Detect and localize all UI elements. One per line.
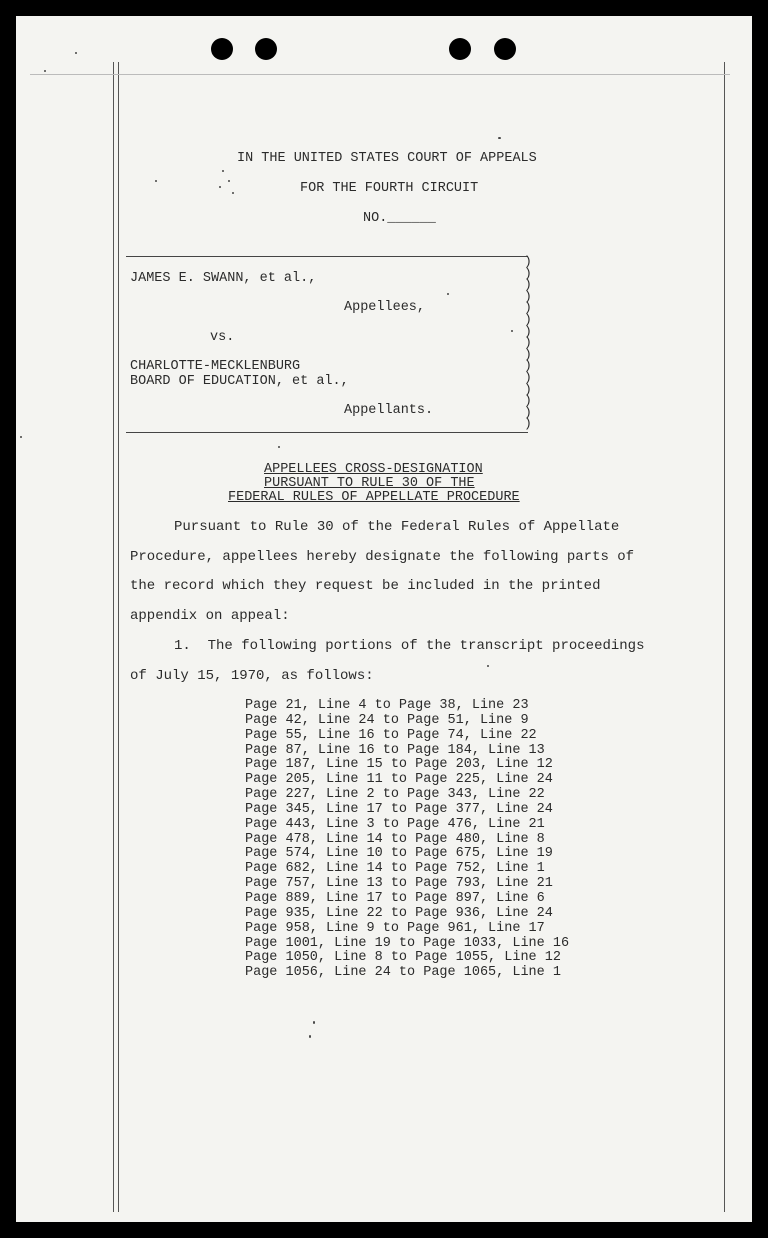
page-range-entry: Page 87, Line 16 to Page 184, Line 13 (245, 742, 545, 758)
page-range-entry: Page 478, Line 14 to Page 480, Line 8 (245, 831, 545, 847)
scan-speck (155, 180, 157, 182)
document-title-line-1: APPELLEES CROSS-DESIGNATION (264, 462, 483, 477)
item-1-line-1: 1. The following portions of the transcript proceedings (174, 638, 645, 654)
page-range-entry: Page 42, Line 24 to Page 51, Line 9 (245, 712, 529, 728)
document-title-line-2: PURSUANT TO RULE 30 OF THE (264, 476, 475, 491)
scan-speck (447, 293, 449, 295)
item-1-line-2: of July 15, 1970, as follows: (130, 668, 374, 684)
page-range-entry: Page 889, Line 17 to Page 897, Line 6 (245, 890, 545, 906)
page-range-entry: Page 1050, Line 8 to Page 1055, Line 12 (245, 950, 561, 966)
punch-hole (255, 38, 277, 60)
caption-bottom-rule (126, 432, 528, 433)
page-range-entry: Page 1056, Line 24 to Page 1065, Line 1 (245, 965, 561, 981)
page-range-entry: Page 443, Line 3 to Page 476, Line 21 (245, 816, 545, 832)
scan-speck (20, 436, 22, 438)
page-range-entry: Page 1001, Line 19 to Page 1033, Line 16 (245, 935, 570, 951)
paragraph-line: Pursuant to Rule 30 of the Federal Rules of Appellate (174, 519, 620, 535)
page-range-entry: Page 935, Line 22 to Page 936, Line 24 (245, 905, 553, 921)
caption-top-rule (126, 256, 528, 257)
punch-hole (449, 38, 471, 60)
paragraph-line: appendix on appeal: (130, 608, 290, 624)
left-margin-rule (113, 62, 114, 1212)
scan-speck (511, 330, 513, 332)
page-range-entry: Page 55, Line 16 to Page 74, Line 22 (245, 727, 537, 743)
scan-speck (219, 186, 221, 188)
scan-speck (309, 1035, 311, 1038)
plaintiff-role: Appellees, (344, 300, 426, 315)
punch-hole (494, 38, 516, 60)
defendant-name-line-2: BOARD OF EDUCATION, et al., (130, 374, 349, 389)
case-number: NO.______ (363, 211, 436, 226)
document-page (16, 16, 752, 1222)
page-range-entry: Page 757, Line 13 to Page 793, Line 21 (245, 876, 553, 892)
scan-speck (222, 170, 224, 172)
versus: vs. (210, 330, 235, 345)
court-name-line-1: IN THE UNITED STATES COURT OF APPEALS (237, 151, 537, 166)
defendant-role: Appellants. (344, 403, 434, 418)
plaintiff-name: JAMES E. SWANN, et al., (130, 271, 317, 286)
scan-speck (228, 180, 230, 182)
top-faint-rule (30, 74, 730, 75)
scan-speck (498, 137, 501, 139)
page-range-entry: Page 227, Line 2 to Page 343, Line 22 (245, 787, 545, 803)
scan-speck (313, 1021, 315, 1024)
left-margin-rule-inner (118, 62, 119, 1212)
paragraph-line: the record which they request be included in the printed (130, 578, 601, 594)
scan-speck (487, 665, 489, 667)
scan-speck (75, 52, 77, 54)
scan-speck (278, 446, 280, 448)
page-range-entry: Page 958, Line 9 to Page 961, Line 17 (245, 920, 545, 936)
page-range-entry: Page 187, Line 15 to Page 203, Line 12 (245, 757, 553, 773)
court-name-line-2: FOR THE FOURTH CIRCUIT (300, 181, 479, 196)
document-title-line-3: FEDERAL RULES OF APPELLATE PROCEDURE (228, 490, 520, 505)
page-range-entry: Page 574, Line 10 to Page 675, Line 19 (245, 846, 553, 862)
page-range-list (245, 699, 569, 981)
caption-parenthesis-column: ) ) ) ) ) ) ) ) ) ) ) ) ) ) ) (524, 254, 532, 432)
punch-hole (211, 38, 233, 60)
scan-speck (44, 70, 46, 72)
page-range-entry: Page 345, Line 17 to Page 377, Line 24 (245, 801, 553, 817)
page-range-entry: Page 21, Line 4 to Page 38, Line 23 (245, 698, 529, 713)
page-range-entry: Page 205, Line 11 to Page 225, Line 24 (245, 772, 553, 788)
scan-speck (232, 192, 234, 194)
paragraph-line: Procedure, appellees hereby designate the following parts of (130, 549, 635, 565)
page-range-entry: Page 682, Line 14 to Page 752, Line 1 (245, 861, 545, 877)
right-margin-rule (724, 62, 725, 1212)
defendant-name-line-1: CHARLOTTE-MECKLENBURG (130, 359, 301, 374)
